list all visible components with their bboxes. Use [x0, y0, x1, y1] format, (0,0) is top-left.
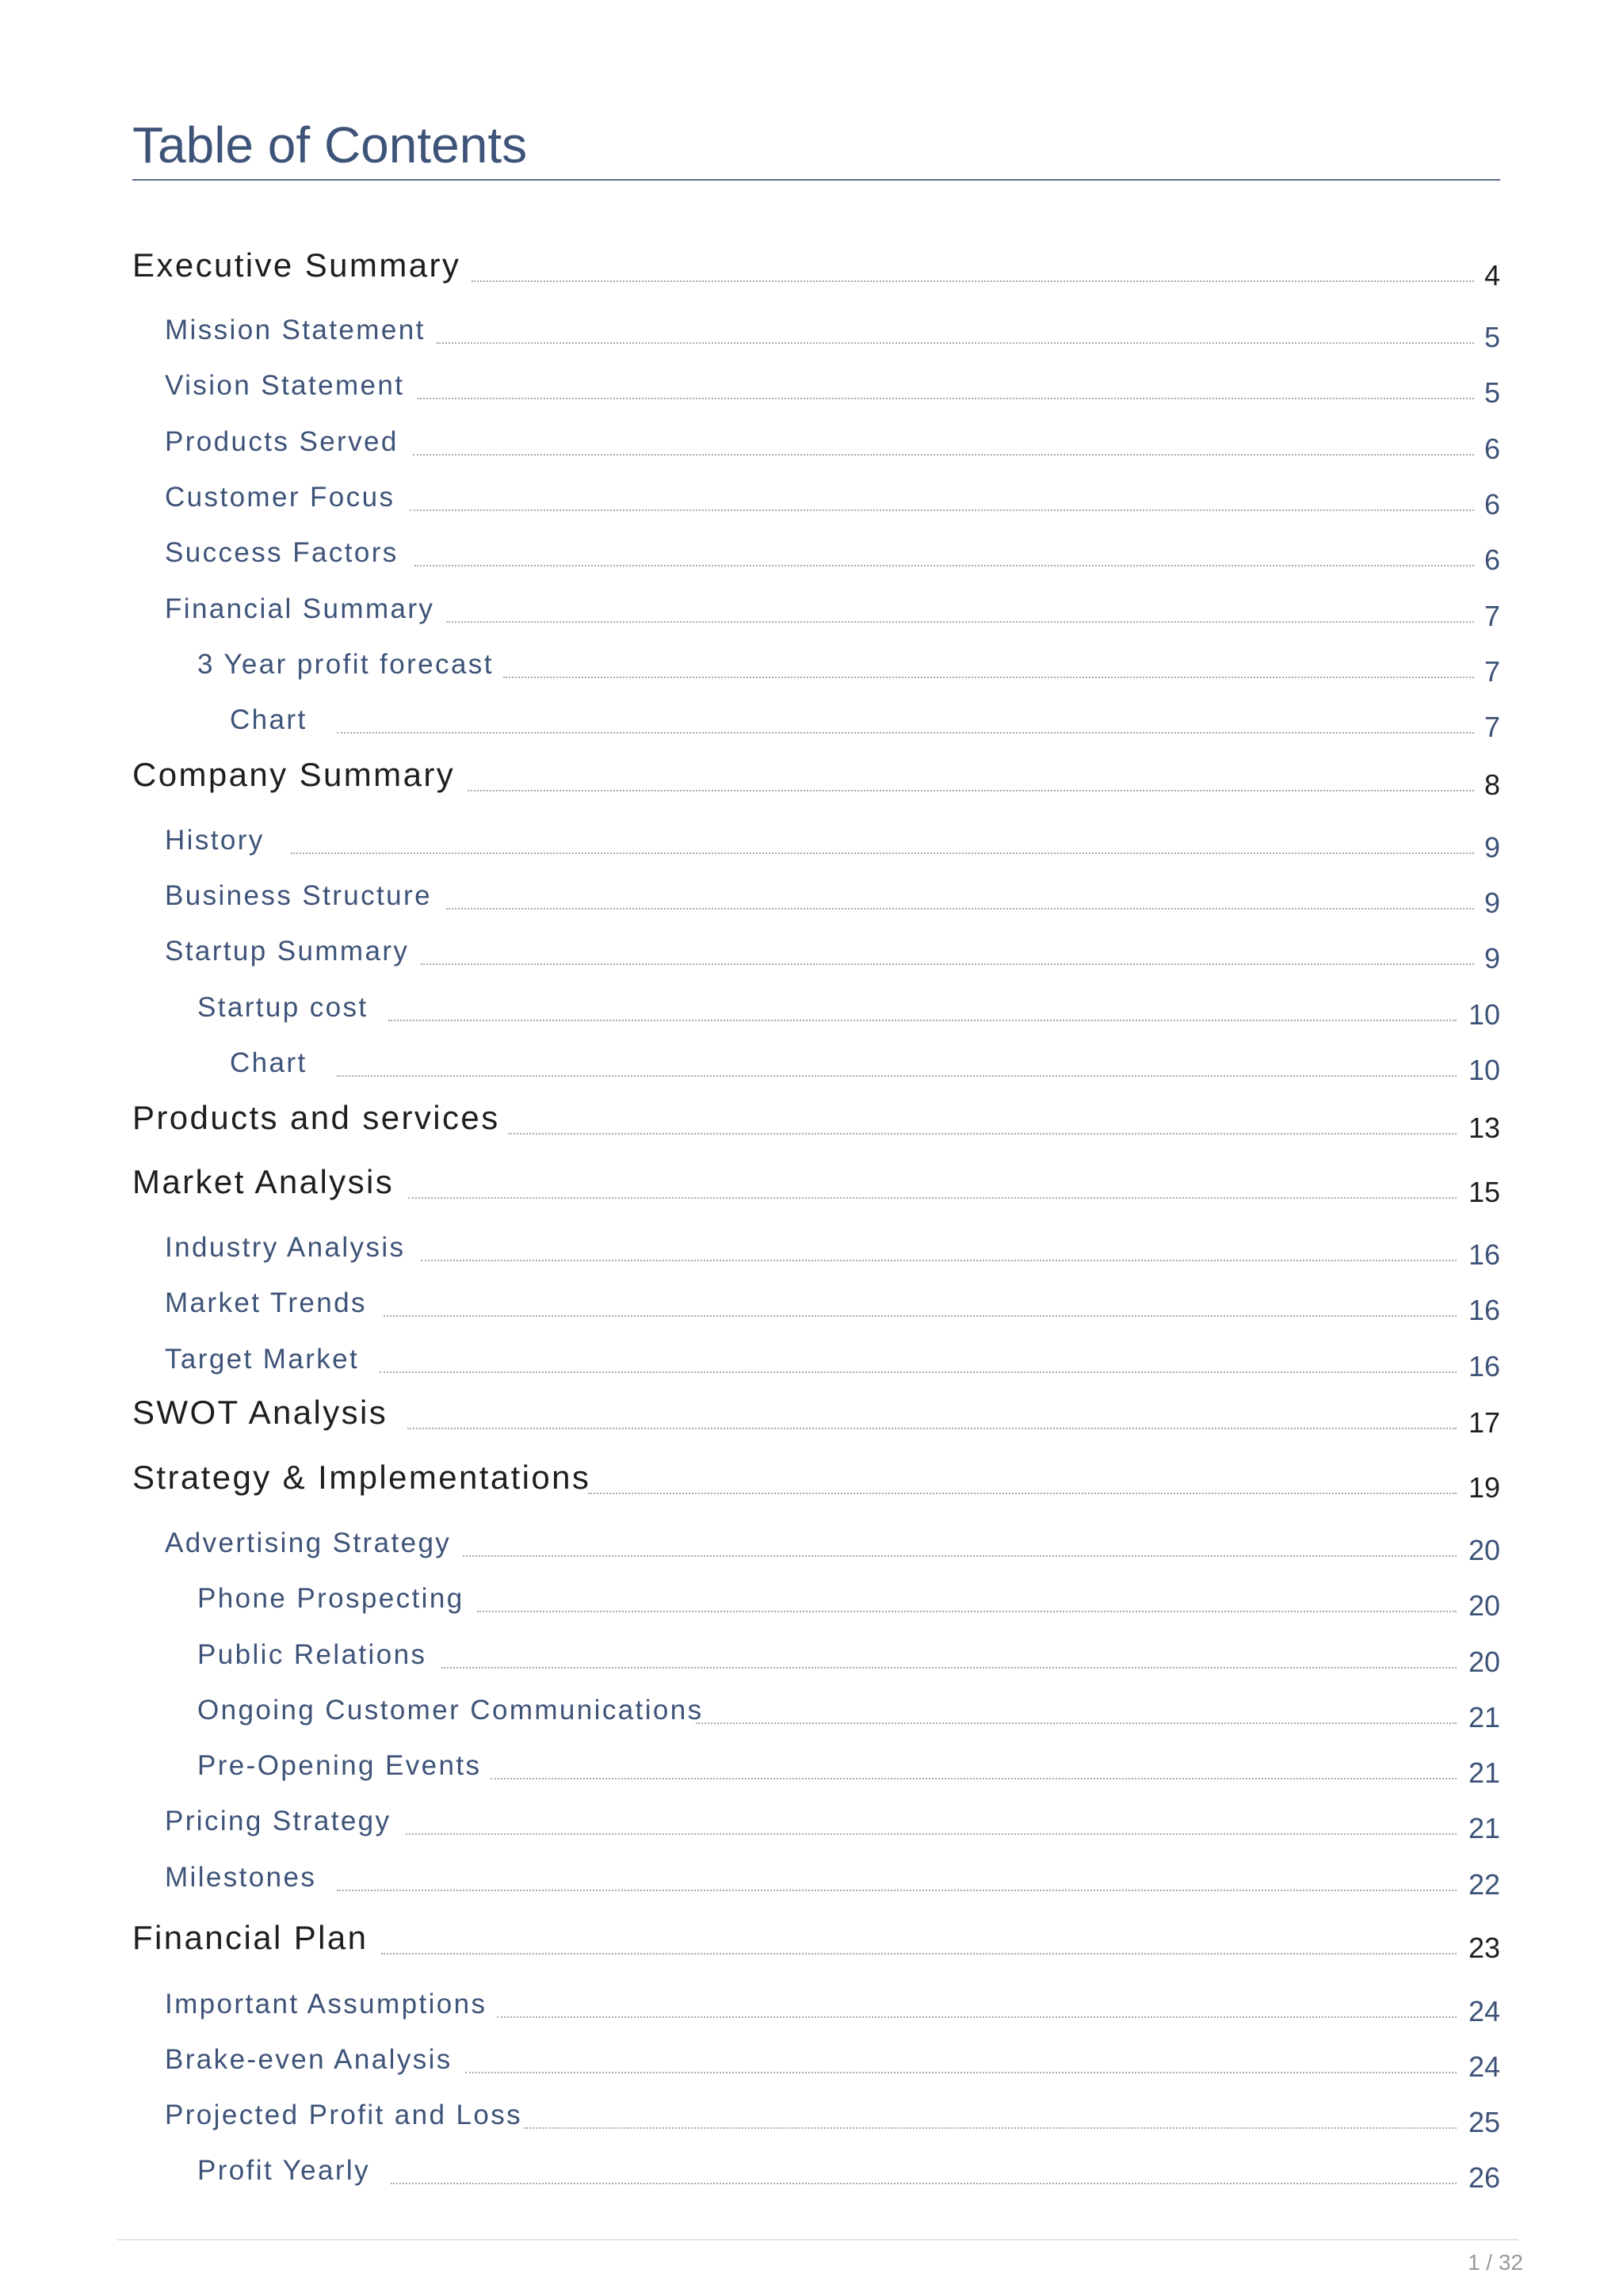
toc-entry-label: Mission Statement	[165, 315, 426, 345]
toc-entry-page-number: 26	[1468, 2161, 1500, 2194]
toc-entry[interactable]	[0, 1991, 1623, 2035]
toc-entry-label: Market Analysis	[132, 1163, 395, 1200]
toc-entry[interactable]	[0, 1394, 1623, 1447]
toc-entry-label: Ongoing Customer Communications	[197, 1695, 704, 1726]
toc-dot-leader	[414, 565, 1474, 566]
toc-entry[interactable]	[0, 1639, 1623, 1686]
toc-entry[interactable]	[0, 651, 1623, 696]
toc-entry[interactable]	[0, 1163, 1623, 1216]
toc-entry[interactable]	[0, 1697, 1623, 1741]
toc-entry-page-number: 20	[1468, 1534, 1500, 1566]
toc-entry[interactable]	[0, 1527, 1623, 1574]
toc-entry[interactable]	[0, 317, 1623, 361]
toc-entry-label: Milestones	[165, 1862, 317, 1893]
toc-dot-leader	[497, 2016, 1457, 2018]
toc-dot-leader	[380, 1371, 1457, 1373]
toc-entry[interactable]	[0, 2157, 1623, 2202]
toc-entry[interactable]	[0, 1234, 1623, 1279]
toc-entry[interactable]	[0, 938, 1623, 982]
toc-entry-page-number: 9	[1484, 831, 1500, 864]
toc-entry-page-number: 22	[1468, 1868, 1500, 1901]
toc-entry[interactable]	[0, 1047, 1623, 1094]
toc-dot-leader	[503, 677, 1474, 678]
toc-entry[interactable]	[0, 827, 1623, 871]
toc-entry-label: Pre-Opening Events	[197, 1750, 482, 1781]
toc-entry[interactable]	[0, 704, 1623, 751]
toc-entry[interactable]	[0, 246, 1623, 299]
toc-dot-leader	[388, 1020, 1457, 1021]
toc-dot-leader	[413, 454, 1474, 456]
toc-entry[interactable]	[0, 1585, 1623, 1630]
toc-entry-page-number: 25	[1468, 2106, 1500, 2138]
toc-entry-label: Financial Summary	[165, 593, 435, 624]
toc-dot-leader	[524, 2127, 1457, 2129]
toc-entry[interactable]	[0, 756, 1623, 809]
toc-entry-page-number: 21	[1468, 1701, 1500, 1733]
toc-entry[interactable]	[0, 2046, 1623, 2091]
toc-dot-leader	[421, 963, 1474, 965]
toc-dot-leader	[463, 1555, 1457, 1557]
toc-entry-label: Advertising Strategy	[165, 1527, 452, 1558]
toc-dot-leader	[465, 2072, 1457, 2073]
toc-entry-label: Products Served	[165, 426, 399, 457]
toc-entry[interactable]	[0, 537, 1623, 584]
toc-dot-leader	[384, 1315, 1457, 1317]
toc-entry[interactable]	[0, 1346, 1623, 1390]
toc-dot-leader	[588, 1493, 1457, 1494]
toc-dot-leader	[491, 1778, 1457, 1779]
toc-entry-label: Products and services	[132, 1099, 500, 1136]
toc-dot-leader	[418, 398, 1474, 399]
toc-entry-label: Customer Focus	[165, 482, 395, 513]
toc-entry-label: Startup Summary	[165, 936, 410, 967]
toc-entry-label: History	[165, 825, 265, 856]
toc-entry-label: Profit Yearly	[197, 2155, 370, 2186]
toc-entry-label: Business Structure	[165, 880, 432, 911]
toc-dot-leader	[468, 790, 1474, 791]
toc-entry-page-number: 7	[1484, 600, 1500, 632]
toc-entry[interactable]	[0, 994, 1623, 1039]
toc-dot-leader	[337, 1890, 1457, 1891]
toc-entry-page-number: 5	[1484, 376, 1500, 409]
page-number-indicator: 1 / 32	[1467, 2250, 1523, 2275]
footer-divider	[117, 2239, 1518, 2241]
toc-entry-page-number: 10	[1468, 1054, 1500, 1086]
toc-entry-page-number: 7	[1484, 655, 1500, 688]
toc-entry-page-number: 6	[1484, 433, 1500, 465]
toc-entry[interactable]	[0, 1919, 1623, 1972]
toc-entry-label: Success Factors	[165, 537, 399, 568]
toc-entry-label: Pricing Strategy	[165, 1806, 391, 1836]
toc-dot-leader	[337, 1075, 1457, 1077]
toc-dot-leader	[381, 1953, 1457, 1955]
toc-entry-page-number: 4	[1484, 259, 1500, 292]
toc-entry-page-number: 16	[1468, 1294, 1500, 1326]
toc-entry[interactable]	[0, 1750, 1623, 1797]
toc-entry-label: Executive Summary	[132, 246, 461, 284]
toc-entry[interactable]	[0, 593, 1623, 640]
toc-entry-page-number: 23	[1468, 1932, 1500, 1964]
toc-dot-leader	[410, 509, 1474, 511]
toc-entry-label: Public Relations	[197, 1639, 427, 1670]
toc-entry-page-number: 16	[1468, 1350, 1500, 1383]
page-title: Table of Contents	[132, 116, 528, 174]
toc-entry[interactable]	[0, 1287, 1623, 1334]
toc-entry-page-number: 9	[1484, 887, 1500, 919]
toc-entry-page-number: 9	[1484, 942, 1500, 974]
toc-entry-label: Target Market	[165, 1344, 360, 1375]
toc-entry-label: Phone Prospecting	[197, 1583, 464, 1614]
toc-entry[interactable]	[0, 2102, 1623, 2146]
toc-entry-page-number: 20	[1468, 1646, 1500, 1678]
toc-entry-label: Market Trends	[165, 1287, 367, 1318]
toc-dot-leader	[408, 1197, 1457, 1199]
toc-dot-leader	[472, 280, 1474, 282]
toc-entry[interactable]	[0, 372, 1623, 417]
toc-entry-label: Industry Analysis	[165, 1232, 406, 1263]
toc-entry-page-number: 17	[1468, 1406, 1500, 1439]
toc-dot-leader	[421, 1260, 1457, 1261]
toc-dot-leader	[446, 621, 1474, 623]
toc-entry-label: Financial Plan	[132, 1919, 369, 1956]
toc-dot-leader	[407, 1428, 1457, 1429]
toc-entry[interactable]	[0, 1459, 1623, 1512]
toc-dot-leader	[406, 1833, 1457, 1835]
toc-entry-label: Chart	[230, 1047, 307, 1078]
toc-entry[interactable]	[0, 1808, 1623, 1852]
toc-entry-page-number: 8	[1484, 769, 1500, 801]
toc-dot-leader	[441, 1667, 1457, 1669]
toc-entry[interactable]	[0, 1864, 1623, 1909]
toc-dot-leader	[477, 1611, 1457, 1612]
toc-entry-label: Important Assumptions	[165, 1989, 487, 2019]
toc-entry-page-number: 13	[1468, 1112, 1500, 1144]
toc-dot-leader	[437, 342, 1474, 344]
toc-entry-page-number: 15	[1468, 1176, 1500, 1208]
toc-entry-page-number: 5	[1484, 321, 1500, 353]
toc-entry-label: Startup cost	[197, 992, 369, 1023]
toc-entry-page-number: 10	[1468, 998, 1500, 1031]
toc-entry-page-number: 19	[1468, 1471, 1500, 1504]
toc-entry[interactable]	[0, 1099, 1623, 1152]
toc-entry-label: Brake-even Analysis	[165, 2044, 453, 2075]
toc-entry-label: Company Summary	[132, 756, 456, 793]
toc-entry[interactable]	[0, 426, 1623, 473]
toc-entry-page-number: 7	[1484, 711, 1500, 743]
toc-entry-page-number: 21	[1468, 1812, 1500, 1844]
toc-entry-label: Projected Profit and Loss	[165, 2100, 523, 2130]
toc-entry-page-number: 6	[1484, 488, 1500, 521]
toc-entry-page-number: 20	[1468, 1589, 1500, 1622]
toc-entry-label: 3 Year profit forecast	[197, 649, 494, 680]
toc-dot-leader	[508, 1133, 1457, 1135]
toc-dot-leader	[446, 908, 1474, 910]
toc-dot-leader	[391, 2183, 1457, 2184]
toc-entry-page-number: 21	[1468, 1756, 1500, 1789]
toc-entry-label: Chart	[230, 704, 307, 735]
toc-entry-page-number: 24	[1468, 2050, 1500, 2083]
toc-dot-leader	[696, 1722, 1457, 1724]
toc-dot-leader	[337, 732, 1474, 734]
toc-entry-label: SWOT Analysis	[132, 1394, 388, 1431]
toc-entry[interactable]	[0, 484, 1623, 528]
toc-entry-page-number: 16	[1468, 1238, 1500, 1271]
toc-dot-leader	[291, 852, 1474, 854]
toc-entry-label: Vision Statement	[165, 370, 405, 401]
toc-entry-page-number: 6	[1484, 543, 1500, 576]
toc-entry-page-number: 24	[1468, 1995, 1500, 2027]
toc-entry[interactable]	[0, 880, 1623, 927]
title-underline	[132, 179, 1500, 181]
toc-entry-label: Strategy & Implementations	[132, 1459, 591, 1496]
